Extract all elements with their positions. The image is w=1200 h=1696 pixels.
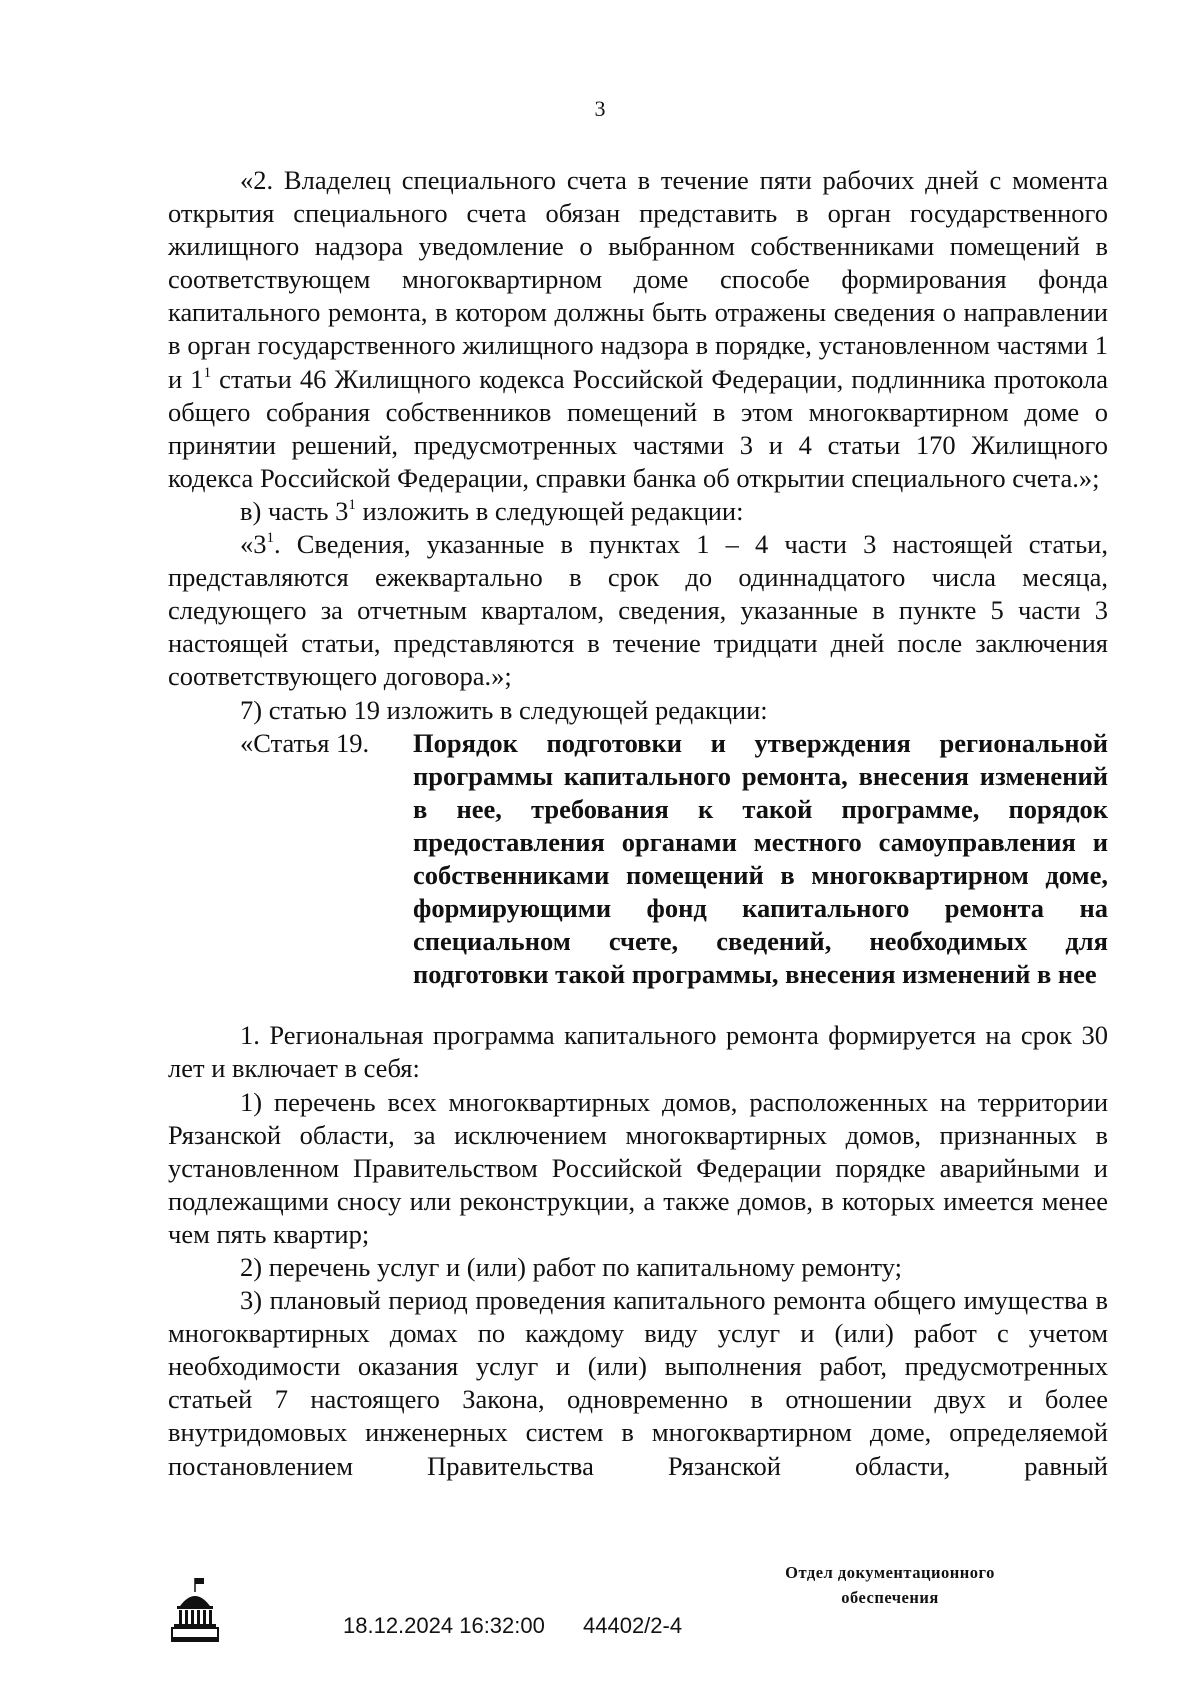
list-item-3: 3) плановый период проведения капитального ремонта общего имущества в многоквартирных домах по каждому виду услуг и (или) работ с учетом необходимости оказания услуг и (или) выполнения работ, предусмотренных статьей 7 настоящего Закона, одновременно в отношении двух и более внутридомовых инженерных систем в многоквартирном доме, определяемой постановлением Правительства Рязанской области, равный xyxy=(168,1285,1108,1481)
footer-department xyxy=(740,1560,1040,1610)
department-line-1: Отдел документационного xyxy=(785,1563,995,1582)
article-19-heading xyxy=(168,727,1108,992)
duma-building-logo-icon xyxy=(170,1576,220,1644)
list-item-2: 2) перечень услуг и (или) работ по капитальному ремонту; xyxy=(240,1252,903,1282)
paragraph-part-3-1-amendment: в) часть $3^1$ изложить в следующей редакции: xyxy=(240,495,744,526)
department-line-2: обеспечения xyxy=(841,1588,939,1607)
footer-datetime: 18.12.2024 16:32:00 xyxy=(343,1613,545,1638)
paragraph-regional-program: 1. Региональная программа капитального ремонта формируется на срок 30 лет и включает в себя: xyxy=(168,1020,1108,1084)
footer-doc-code: 44402/2-4 xyxy=(583,1613,683,1638)
page-number: 3 xyxy=(594,96,606,121)
list-item-1: 1) перечень всех многоквартирных домов, расположенных на территории Рязанской области, за исключением многоквартирных домов, признанных в установленном Правительством Российской Федерации порядке аварийными и подлежащими сносу или реконструкции, а также домов, в которых имеется менее чем пять квартир; xyxy=(168,1086,1108,1249)
paragraph-owner-special-account: «2. Владелец специального счета в течение пяти рабочих дней с момента открытия специального счета обязан представить в орган государственного жилищного надзора уведомление о выбранном собственниками помещений в соответствующем многоквартирном доме способе формирования фонда капитального ремонта, в котором должны быть отражены сведения о направлении в орган государственного жилищного надзора в порядке, установленном частями 1 и $1^1$ статьи 46 Жилищного кодекса Российской Федерации, подлинника протокола общего собрания собственников помещений в этом многоквартирном доме о принятии решений, предусмотренных частями 3 и 4 статьи 170 Жилищного кодекса Российской Федерации, справки банка об открытии специального счета.»; xyxy=(168,165,1109,493)
paragraph-article-19-amendment: 7) статью 19 изложить в следующей редакции: xyxy=(240,694,768,725)
spacer xyxy=(168,991,1108,1019)
article-title: Порядок подготовки и утверждения региональной программы капитального ремонта, внесения изменений в нее, требования к такой программе, порядок предоставления органами местного самоуправления и собственниками помещений в многоквартирном доме, формирующими фонд капитального ремонта на специальном счете, сведений, необходимых для подготовки такой программы, внесения изменений в нее xyxy=(413,727,1108,990)
article-label: «Статья 19. xyxy=(240,727,370,758)
document-body xyxy=(168,164,1108,1483)
paragraph-part-3-1-text: «$3^1$. Сведения, указанные в пунктах 1 – 4 части 3 настоящей статьи, представляются ежеквартально в срок до одиннадцатого числа месяца, следующего за отчетным кварталом, сведения, указанные в пункте 5 части 3 настоящей статьи, представляются в течение тридцати дней после заключения соответствующего договора.»; xyxy=(168,529,1108,692)
